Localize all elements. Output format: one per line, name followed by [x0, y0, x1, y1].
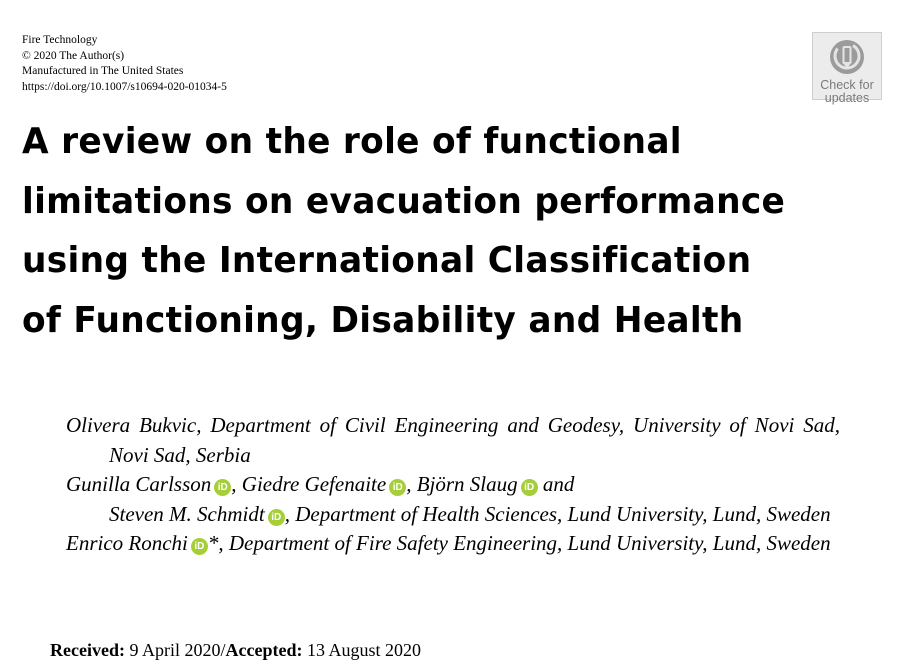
- article-title: [22, 112, 805, 350]
- author-conjunction: and: [542, 472, 575, 496]
- accepted-date: 13 August 2020: [306, 640, 421, 660]
- author-block-2: Gunilla Carlsson iD , Giedre Gefenaite iD , Björn Slaug iD and Steven M. Schmidt iD , Department of Health Sciences, Lund University, Lund, Sweden: [66, 472, 831, 526]
- check-updates-icon: [828, 38, 866, 76]
- author-name: Steven M. Schmidt: [109, 501, 265, 526]
- doi-link[interactable]: https://doi.org/10.1007/s10694-020-01034-5: [22, 80, 227, 93]
- author-name: Björn Slaug: [416, 472, 518, 496]
- author-affiliation: Department of Civil Engineering and Geodesy, University of Novi Sad, Novi Sad, Serbia: [109, 413, 841, 467]
- orcid-icon[interactable]: iD: [389, 479, 406, 496]
- author-block-1: [66, 411, 840, 470]
- author-name: Enrico Ronchi: [66, 531, 188, 555]
- manufactured-line: Manufactured in The United States: [22, 65, 184, 77]
- orcid-icon[interactable]: iD: [268, 509, 285, 526]
- author-affiliation: Department of Fire Safety Engineering, Lund University, Lund, Sweden: [228, 531, 831, 555]
- badge-line-2: updates: [824, 91, 870, 105]
- article-metadata: [22, 33, 227, 95]
- author-name: Giedre Gefenaite: [241, 472, 387, 496]
- corresponding-author-mark: *: [207, 531, 219, 555]
- title-line: limitations on evacuation performance: [22, 180, 786, 222]
- received-label: Received:: [50, 640, 125, 660]
- journal-name: Fire Technology: [22, 34, 98, 46]
- orcid-icon[interactable]: iD: [191, 538, 208, 555]
- title-line: of Functioning, Disability and Health: [22, 299, 744, 341]
- author-name: Gunilla Carlsson: [66, 472, 212, 496]
- submission-dates: [50, 640, 421, 661]
- copyright-line: © 2020 The Author(s): [22, 49, 125, 62]
- title-line: A review on the role of functional: [22, 121, 682, 162]
- accepted-label: Accepted:: [225, 640, 303, 660]
- author-list: [66, 411, 840, 559]
- author-block-3: Enrico Ronchi iD *, Department of Fire Safety Engineering, Lund University, Lund, Sweden: [66, 531, 831, 555]
- badge-line-1: Check for: [820, 78, 874, 92]
- orcid-icon[interactable]: iD: [214, 479, 231, 496]
- received-date: 9 April 2020/: [129, 640, 226, 660]
- author-name: Olivera Bukvic,: [66, 413, 202, 437]
- check-for-updates-button[interactable]: [812, 32, 882, 105]
- orcid-icon[interactable]: iD: [521, 479, 538, 496]
- author-affiliation: Department of Health Sciences, Lund University, Lund, Sweden: [295, 501, 831, 526]
- title-line: using the International Classification: [22, 240, 752, 281]
